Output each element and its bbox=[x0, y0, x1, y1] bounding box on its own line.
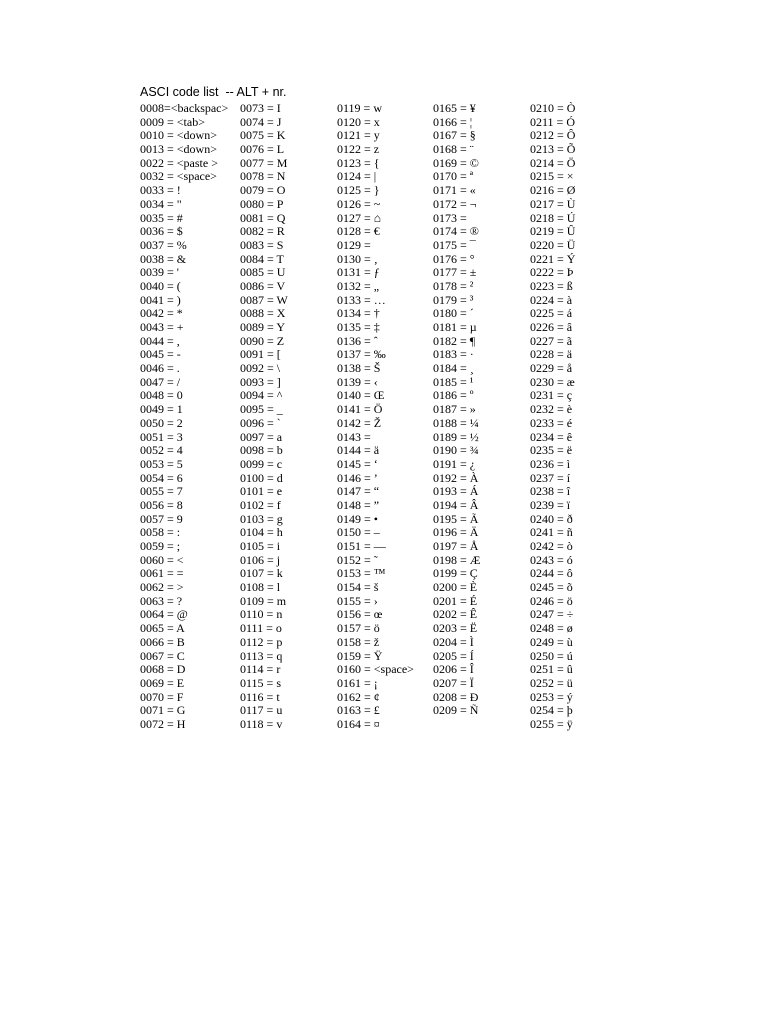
code-entry: 0159 = Ÿ bbox=[337, 649, 383, 663]
code-entry: 0129 = bbox=[337, 238, 374, 252]
code-entry: 0216 = Ø bbox=[530, 184, 576, 198]
code-entry: 0079 = O bbox=[240, 184, 286, 198]
code-entry: 0082 = R bbox=[240, 225, 285, 239]
code-entry: 0048 = 0 bbox=[140, 389, 183, 403]
code-entry: 0203 = Ë bbox=[433, 622, 478, 636]
code-entry: 0177 = ± bbox=[433, 266, 477, 280]
code-entry: 0122 = z bbox=[337, 143, 380, 157]
code-entry: 0202 = Ê bbox=[433, 608, 478, 622]
code-entry: 0008=<backspac> bbox=[140, 102, 229, 115]
code-column-4 bbox=[433, 102, 537, 718]
code-entry: 0140 = Œ bbox=[337, 389, 385, 403]
code-entry: 0010 = <down> bbox=[140, 129, 217, 143]
code-entry: 0078 = N bbox=[240, 170, 286, 184]
code-entry: 0120 = x bbox=[337, 115, 380, 129]
code-entry: 0123 = { bbox=[337, 156, 380, 170]
code-entry: 0142 = Ž bbox=[337, 416, 382, 430]
code-entry: 0239 = ï bbox=[530, 498, 571, 512]
code-entry: 0133 = … bbox=[337, 293, 386, 307]
code-entry: 0246 = ö bbox=[530, 594, 573, 608]
code-entry: 0074 = J bbox=[240, 115, 282, 129]
code-entry: 0047 = / bbox=[140, 375, 181, 389]
code-entry: 0009 = <tab> bbox=[140, 115, 205, 129]
code-entry: 0254 = þ bbox=[530, 704, 573, 718]
code-entry: 0163 = £ bbox=[337, 704, 380, 718]
code-entry: 0061 = = bbox=[140, 567, 184, 581]
code-entry: 0065 = A bbox=[140, 622, 185, 636]
code-entry: 0178 = ² bbox=[433, 279, 474, 293]
document-title: ASCI code list -- ALT + nr. bbox=[140, 85, 287, 99]
code-entry: 0050 = 2 bbox=[140, 416, 183, 430]
code-entry: 0117 = u bbox=[240, 704, 283, 718]
code-entry: 0185 = ¹ bbox=[433, 375, 474, 389]
code-entry: 0108 = l bbox=[240, 581, 281, 595]
code-entry: 0130 = ‚ bbox=[337, 252, 378, 266]
code-entry: 0196 = Ä bbox=[433, 526, 479, 540]
code-entry: 0255 = ÿ bbox=[530, 717, 573, 731]
code-entry: 0201 = É bbox=[433, 594, 478, 608]
code-entry: 0121 = y bbox=[337, 129, 380, 143]
code-entry: 0155 = › bbox=[337, 594, 378, 608]
code-entry: 0181 = µ bbox=[433, 321, 477, 334]
code-entry: 0235 = ë bbox=[530, 444, 573, 458]
code-entry: 0076 = L bbox=[240, 143, 285, 157]
code-entry: 0113 = q bbox=[240, 649, 283, 663]
code-entry: 0036 = $ bbox=[140, 225, 183, 239]
code-entry: 0039 = ' bbox=[140, 266, 179, 280]
code-entry: 0162 = ¢ bbox=[337, 690, 380, 704]
code-entry: 0013 = <down> bbox=[140, 143, 217, 157]
code-entry: 0077 = M bbox=[240, 156, 288, 170]
code-entry: 0136 = ˆ bbox=[337, 334, 378, 348]
code-entry: 0055 = 7 bbox=[140, 485, 183, 499]
code-entry: 0241 = ñ bbox=[530, 526, 573, 540]
code-entry: 0112 = p bbox=[240, 635, 283, 649]
code-entry: 0106 = j bbox=[240, 553, 281, 567]
code-entry: 0067 = C bbox=[140, 649, 185, 663]
code-entry: 0032 = <space> bbox=[140, 170, 217, 184]
code-entry: 0064 = @ bbox=[140, 608, 188, 622]
code-entry: 0089 = Y bbox=[240, 321, 285, 334]
code-entry: 0193 = Á bbox=[433, 485, 479, 499]
code-entry: 0034 = " bbox=[140, 197, 182, 211]
code-entry: 0240 = ð bbox=[530, 512, 573, 526]
code-entry: 0051 = 3 bbox=[140, 430, 183, 444]
code-entry: 0179 = ³ bbox=[433, 293, 474, 307]
code-entry: 0035 = # bbox=[140, 211, 183, 225]
code-entry: 0068 = D bbox=[140, 663, 186, 677]
code-entry: 0137 = ‰ bbox=[337, 348, 386, 362]
code-entry: 0095 = _ bbox=[240, 403, 283, 417]
code-entry: 0071 = G bbox=[140, 704, 186, 718]
code-column-3 bbox=[337, 102, 441, 732]
code-entry: 0110 = n bbox=[240, 608, 283, 622]
code-entry: 0183 = · bbox=[433, 348, 474, 362]
code-entry: 0084 = T bbox=[240, 252, 284, 266]
code-entry: 0217 = Ù bbox=[530, 197, 576, 211]
code-entry: 0236 = ì bbox=[530, 457, 571, 471]
code-entry: 0096 = ` bbox=[240, 416, 281, 430]
code-entry: 0066 = B bbox=[140, 635, 185, 649]
code-entry: 0158 = ž bbox=[337, 635, 380, 649]
code-entry: 0249 = ù bbox=[530, 635, 573, 649]
code-entry: 0087 = W bbox=[240, 293, 288, 307]
code-entry: 0073 = I bbox=[240, 102, 281, 115]
code-entry: 0144 = ä bbox=[337, 444, 380, 458]
code-entry: 0132 = „ bbox=[337, 279, 380, 293]
code-entry: 0226 = â bbox=[530, 321, 573, 334]
code-column-5 bbox=[530, 102, 634, 732]
code-entry: 0234 = ê bbox=[530, 430, 573, 444]
code-entry: 0244 = ô bbox=[530, 567, 573, 581]
code-entry: 0083 = S bbox=[240, 238, 284, 252]
code-entry: 0187 = » bbox=[433, 403, 476, 417]
code-entry: 0105 = i bbox=[240, 540, 281, 553]
code-entry: 0154 = š bbox=[337, 581, 379, 595]
code-entry: 0247 = ÷ bbox=[530, 608, 574, 622]
code-entry: 0022 = <paste > bbox=[140, 156, 218, 170]
code-column-1 bbox=[140, 102, 240, 732]
code-entry: 0176 = ° bbox=[433, 252, 475, 266]
code-entry: 0102 = f bbox=[240, 498, 281, 512]
code-entry: 0134 = † bbox=[337, 307, 380, 321]
code-entry: 0149 = • bbox=[337, 512, 378, 526]
code-entry: 0104 = h bbox=[240, 526, 283, 540]
code-entry: 0157 = ö bbox=[337, 622, 380, 636]
code-entry: 0232 = è bbox=[530, 403, 573, 417]
code-entry: 0069 = E bbox=[140, 676, 185, 690]
code-entry: 0225 = á bbox=[530, 307, 573, 321]
code-entry: 0200 = È bbox=[433, 581, 478, 595]
code-entry: 0188 = ¼ bbox=[433, 416, 479, 430]
code-entry: 0053 = 5 bbox=[140, 457, 183, 471]
code-entry: 0058 = : bbox=[140, 526, 181, 540]
code-entry: 0114 = r bbox=[240, 663, 281, 677]
code-entry: 0125 = } bbox=[337, 184, 380, 198]
code-entry: 0228 = ä bbox=[530, 348, 573, 362]
code-entry: 0100 = d bbox=[240, 471, 283, 485]
code-entry: 0212 = Ô bbox=[530, 129, 576, 143]
code-entry: 0197 = Å bbox=[433, 540, 479, 553]
code-entry: 0091 = [ bbox=[240, 348, 281, 362]
code-entry: 0245 = õ bbox=[530, 581, 573, 595]
code-entry: 0052 = 4 bbox=[140, 444, 183, 458]
code-entry: 0190 = ¾ bbox=[433, 444, 479, 458]
code-entry: 0161 = ¡ bbox=[337, 676, 378, 690]
code-entry: 0223 = ß bbox=[530, 279, 573, 293]
code-entry: 0088 = X bbox=[240, 307, 286, 321]
code-entry: 0194 = Â bbox=[433, 498, 479, 512]
code-entry: 0111 = o bbox=[240, 622, 282, 636]
code-entry: 0214 = Ö bbox=[530, 156, 576, 170]
code-entry: 0229 = å bbox=[530, 362, 573, 376]
code-entry: 0101 = e bbox=[240, 485, 283, 499]
code-entry: 0075 = K bbox=[240, 129, 286, 143]
code-entry: 0191 = ¿ bbox=[433, 457, 476, 471]
code-entry: 0237 = í bbox=[530, 471, 571, 485]
code-entry: 0042 = * bbox=[140, 307, 183, 321]
code-entry: 0238 = î bbox=[530, 485, 571, 499]
code-entry: 0059 = ; bbox=[140, 540, 181, 553]
code-entry: 0170 = ª bbox=[433, 170, 474, 184]
code-entry: 0044 = , bbox=[140, 334, 180, 348]
code-entry: 0107 = k bbox=[240, 567, 283, 581]
code-entry: 0116 = t bbox=[240, 690, 280, 704]
code-entry: 0213 = Õ bbox=[530, 143, 576, 157]
code-entry: 0204 = Ì bbox=[433, 635, 474, 649]
code-entry: 0209 = Ñ bbox=[433, 704, 479, 718]
code-entry: 0056 = 8 bbox=[140, 498, 183, 512]
code-entry: 0152 = ˜ bbox=[337, 553, 378, 567]
code-entry: 0224 = à bbox=[530, 293, 573, 307]
code-entry: 0085 = U bbox=[240, 266, 286, 280]
code-entry: 0172 = ¬ bbox=[433, 197, 477, 211]
code-entry: 0219 = Û bbox=[530, 225, 576, 239]
code-entry: 0207 = Ï bbox=[433, 676, 474, 690]
code-entry: 0199 = Ç bbox=[433, 567, 478, 581]
code-entry: 0118 = v bbox=[240, 717, 283, 731]
code-entry: 0138 = Š bbox=[337, 362, 381, 376]
code-entry: 0124 = | bbox=[337, 170, 377, 184]
code-entry: 0090 = Z bbox=[240, 334, 285, 348]
code-entry: 0045 = - bbox=[140, 348, 181, 362]
code-entry: 0094 = ^ bbox=[240, 389, 283, 403]
code-entry: 0205 = Í bbox=[433, 649, 474, 663]
code-entry: 0222 = Þ bbox=[530, 266, 574, 280]
code-entry: 0143 = bbox=[337, 430, 374, 444]
code-entry: 0139 = ‹ bbox=[337, 375, 378, 389]
code-entry: 0210 = Ò bbox=[530, 102, 576, 115]
code-entry: 0168 = ¨ bbox=[433, 143, 474, 157]
code-entry: 0141 = Ö bbox=[337, 403, 383, 417]
code-entry: 0119 = w bbox=[337, 102, 382, 115]
code-entry: 0060 = < bbox=[140, 553, 184, 567]
code-entry: 0093 = ] bbox=[240, 375, 281, 389]
code-entry: 0169 = © bbox=[433, 156, 479, 170]
code-entry: 0165 = ¥ bbox=[433, 102, 476, 115]
code-entry: 0208 = Ð bbox=[433, 690, 479, 704]
code-entry: 0131 = ƒ bbox=[337, 266, 380, 280]
code-entry: 0063 = ? bbox=[140, 594, 183, 608]
code-entry: 0160 = <space> bbox=[337, 663, 414, 677]
code-entry: 0097 = a bbox=[240, 430, 283, 444]
code-entry: 0115 = s bbox=[240, 676, 281, 690]
code-entry: 0243 = ó bbox=[530, 553, 573, 567]
code-entry: 0148 = ” bbox=[337, 498, 380, 512]
code-entry: 0248 = ø bbox=[530, 622, 573, 636]
code-entry: 0184 = ¸ bbox=[433, 362, 474, 376]
code-entry: 0250 = ú bbox=[530, 649, 573, 663]
code-entry: 0099 = c bbox=[240, 457, 283, 471]
code-entry: 0135 = ‡ bbox=[337, 321, 380, 334]
code-entry: 0146 = ’ bbox=[337, 471, 378, 485]
code-entry: 0043 = + bbox=[140, 321, 184, 334]
code-entry: 0231 = ç bbox=[530, 389, 573, 403]
code-entry: 0040 = ( bbox=[140, 279, 181, 293]
code-entry: 0109 = m bbox=[240, 594, 287, 608]
code-entry: 0252 = ü bbox=[530, 676, 573, 690]
code-entry: 0153 = ™ bbox=[337, 567, 386, 581]
code-entry: 0072 = H bbox=[140, 717, 186, 731]
code-entry: 0192 = À bbox=[433, 471, 479, 485]
code-entry: 0156 = œ bbox=[337, 608, 383, 622]
code-entry: 0175 = ¯ bbox=[433, 238, 476, 252]
code-entry: 0128 = € bbox=[337, 225, 380, 239]
code-entry: 0147 = “ bbox=[337, 485, 380, 499]
code-entry: 0037 = % bbox=[140, 238, 187, 252]
code-entry: 0173 = bbox=[433, 211, 470, 225]
code-entry: 0057 = 9 bbox=[140, 512, 183, 526]
code-entry: 0251 = û bbox=[530, 663, 573, 677]
code-entry: 0233 = é bbox=[530, 416, 573, 430]
code-entry: 0046 = . bbox=[140, 362, 180, 376]
code-entry: 0098 = b bbox=[240, 444, 283, 458]
code-entry: 0215 = × bbox=[530, 170, 574, 184]
code-entry: 0253 = ý bbox=[530, 690, 573, 704]
code-entry: 0041 = ) bbox=[140, 293, 181, 307]
code-entry: 0221 = Ý bbox=[530, 252, 576, 266]
code-entry: 0049 = 1 bbox=[140, 403, 183, 417]
code-entry: 0080 = P bbox=[240, 197, 284, 211]
code-entry: 0054 = 6 bbox=[140, 471, 183, 485]
code-entry: 0198 = Æ bbox=[433, 553, 481, 567]
code-entry: 0103 = g bbox=[240, 512, 283, 526]
code-entry: 0182 = ¶ bbox=[433, 334, 476, 348]
code-entry: 0189 = ½ bbox=[433, 430, 479, 444]
code-entry: 0174 = ® bbox=[433, 225, 479, 239]
code-entry: 0127 = ⌂ bbox=[337, 211, 381, 225]
code-entry: 0227 = ã bbox=[530, 334, 573, 348]
code-entry: 0186 = º bbox=[433, 389, 474, 403]
code-entry: 0070 = F bbox=[140, 690, 184, 704]
code-entry: 0126 = ~ bbox=[337, 197, 381, 211]
code-entry: 0086 = V bbox=[240, 279, 286, 293]
code-entry: 0211 = Ó bbox=[530, 115, 575, 129]
code-entry: 0206 = Î bbox=[433, 663, 474, 677]
code-entry: 0242 = ò bbox=[530, 540, 573, 553]
code-entry: 0062 = > bbox=[140, 581, 184, 595]
code-entry: 0195 = Ã bbox=[433, 512, 479, 526]
code-entry: 0166 = ¦ bbox=[433, 115, 473, 129]
code-entry: 0081 = Q bbox=[240, 211, 286, 225]
code-entry: 0145 = ‘ bbox=[337, 457, 378, 471]
code-entry: 0033 = ! bbox=[140, 184, 181, 198]
code-entry: 0167 = § bbox=[433, 129, 476, 143]
code-column-2 bbox=[240, 102, 344, 732]
code-entry: 0038 = & bbox=[140, 252, 187, 266]
code-entry: 0220 = Ü bbox=[530, 238, 576, 252]
code-entry: 0230 = æ bbox=[530, 375, 575, 389]
code-entry: 0092 = \ bbox=[240, 362, 281, 376]
code-entry: 0151 = — bbox=[337, 540, 386, 553]
code-entry: 0218 = Ú bbox=[530, 211, 576, 225]
code-entry: 0150 = – bbox=[337, 526, 380, 540]
code-entry: 0171 = « bbox=[433, 184, 476, 198]
code-entry: 0164 = ¤ bbox=[337, 717, 380, 731]
code-entry: 0180 = ´ bbox=[433, 307, 474, 321]
